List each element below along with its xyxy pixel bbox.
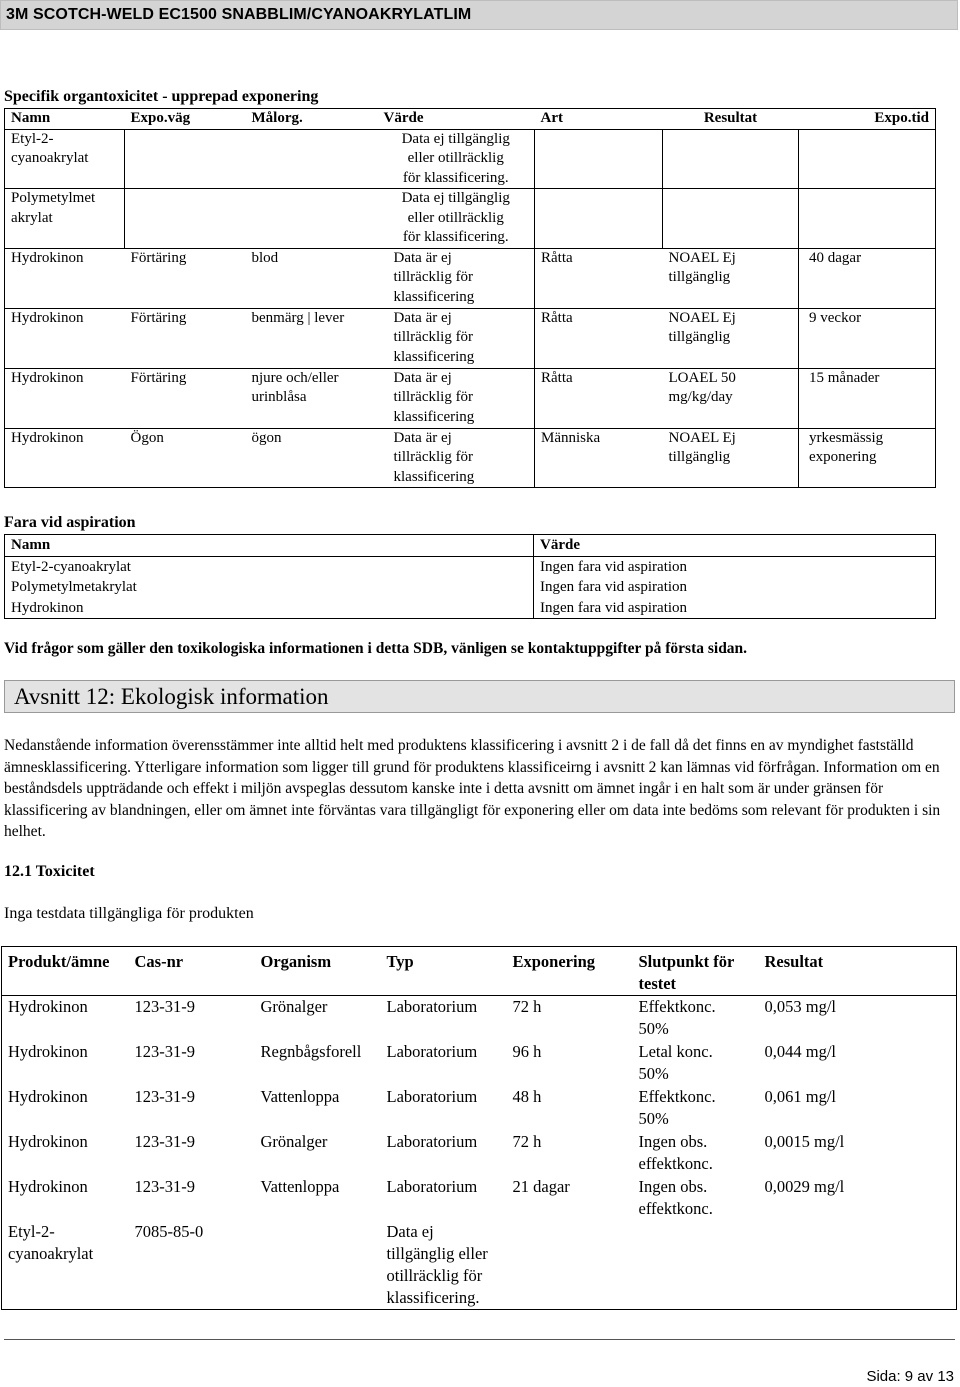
section-12-paragraph: Nedanstående information överensstämmer inte alltid helt med produktens klassificering i avsnitt 2 i de fall då det finns en av myndighet fastställd ämnesklassificering. Ytterligare information som ligger till grund för produktens klassificeirng i avsnitt 2 kan lämnas vid förfrågan. Information om en beståndsdels uppträdande och effekt i miljön avspeglas dessutom kanske inte i detta avsnitt om ämnet ingår i en halt som är under gränsen för klassificering av blandningen, eller om ämnet inte förväntas vara tillgängligt för exponering eller om data inte bedöms som relevant för produkten i sin helhet. (4, 737, 941, 840)
table-cell: Etyl-2- cyanoakrylat (5, 129, 125, 189)
column-header: Expo.väg (125, 109, 246, 130)
table-cell: Råtta (535, 308, 663, 368)
table-cell (125, 129, 246, 189)
table-cell (663, 189, 799, 249)
column-header: Värde (534, 535, 936, 557)
table-cell: Data är ej tillräcklig för klassificering (378, 308, 535, 368)
table-cell: Laboratorium (386, 997, 478, 1016)
column-header: Expo.tid (799, 109, 936, 130)
table-cell: 72 h (512, 1131, 542, 1151)
table-row (5, 308, 936, 368)
table-cell (246, 129, 378, 189)
table-cell: Laboratorium (386, 1131, 478, 1151)
table-row (5, 368, 936, 428)
ecotox-table (1, 946, 957, 1310)
table-cell: Ingen fara vid aspiration (534, 577, 936, 598)
subsection-text: Inga testdata tillgängliga för produkten (4, 905, 254, 922)
table-cell: Hydrokinon (5, 308, 125, 368)
table-cell: NOAEL Ej tillgänglig (663, 308, 799, 368)
table-row (5, 556, 936, 577)
toxicology-note: Vid frågor som gäller den toxikologiska informationen i detta SDB, vänligen se kontaktuppgifter på första sidan. (4, 640, 748, 657)
table-cell: Hydrokinon (8, 1131, 88, 1151)
column-header: Exponering (512, 952, 596, 971)
table-cell: 9 veckor (799, 308, 936, 368)
table-cell (759, 1221, 957, 1310)
table-cell: Laboratorium (386, 1176, 478, 1196)
table-header-row (2, 947, 957, 996)
table-cell: blod (246, 248, 378, 308)
table-cell: Effektkonc. 50% (638, 997, 716, 1038)
table-cell: Ingen obs. effektkonc. (638, 1176, 713, 1218)
table-cell: Data är ej tillräcklig för klassificering (378, 428, 535, 488)
table-row (2, 1131, 957, 1176)
table-cell: Hydrokinon (5, 598, 534, 619)
table-cell: 96 h (512, 1041, 542, 1061)
column-header: Cas-nr (134, 952, 184, 971)
table-cell (246, 189, 378, 249)
table-cell: 123-31-9 (134, 1041, 195, 1061)
table-row (2, 1086, 957, 1131)
column-header: Resultat (663, 109, 799, 130)
table-cell: Ingen fara vid aspiration (534, 556, 936, 577)
table-cell: NOAEL Ej tillgänglig (663, 248, 799, 308)
table-cell: Människa (535, 428, 663, 488)
table-cell: Data ej tillgänglig eller otillräcklig för klassificering. (378, 189, 535, 249)
table-row (2, 1221, 957, 1310)
table-cell: 0,044 mg/l (764, 1041, 837, 1061)
page-number: Sida: 9 av 13 (866, 1368, 954, 1385)
organ-tox-table (4, 108, 936, 488)
table-cell: njure och/eller urinblåsa (246, 368, 378, 428)
table-cell: Hydrokinon (8, 1041, 88, 1061)
table-row (5, 189, 936, 249)
column-header: Resultat (764, 952, 824, 971)
table-cell: Förtäring (125, 308, 246, 368)
table-cell: Råtta (535, 248, 663, 308)
column-header: Art (535, 109, 663, 130)
table-cell: Vattenloppa (260, 1176, 340, 1196)
table-cell: Data är ej tillräcklig för klassificering (378, 368, 535, 428)
table-cell: 0,053 mg/l (764, 997, 837, 1016)
table-row (5, 577, 936, 598)
table-cell: Vattenloppa (260, 1086, 340, 1106)
table-cell: Hydrokinon (8, 997, 88, 1016)
table-cell: 123-31-9 (134, 997, 195, 1016)
footer-divider (4, 1339, 955, 1340)
table-cell: Data ej tillgänglig eller otillräcklig för klassificering. (378, 129, 535, 189)
table-cell (799, 129, 936, 189)
column-header: Namn (5, 109, 125, 130)
document-title: 3M SCOTCH-WELD EC1500 SNABBLIM/CYANOAKRYLATLIM (6, 6, 472, 23)
table-cell (799, 189, 936, 249)
table-cell: Data är ej tillräcklig för klassificering (378, 248, 535, 308)
table-cell: 21 dagar (512, 1176, 570, 1196)
table-cell: Etyl-2- cyanoakrylat (8, 1221, 94, 1263)
column-header: Organism (260, 952, 332, 971)
column-header: Typ (386, 952, 414, 971)
table-cell: yrkesmässig exponering (799, 428, 936, 488)
table-cell: Grönalger (260, 1131, 328, 1151)
table-cell: Hydrokinon (5, 428, 125, 488)
table-cell: Polymetylmet akrylat (5, 189, 125, 249)
table-cell: 123-31-9 (134, 1131, 195, 1151)
table-cell: ögon (246, 428, 378, 488)
table-cell (125, 189, 246, 249)
table-cell: Effektkonc. 50% (638, 1086, 716, 1128)
table-row (5, 248, 936, 308)
subsection-title: 12.1 Toxicitet (4, 863, 95, 880)
table-row (2, 996, 957, 1041)
section-12-title: Avsnitt 12: Ekologisk information (14, 684, 329, 709)
table-cell: 7085-85-0 (134, 1221, 204, 1241)
table-cell: Grönalger (260, 997, 328, 1016)
table-cell: Ögon (125, 428, 246, 488)
table-cell: Laboratorium (386, 1086, 478, 1106)
table-cell: 72 h (512, 997, 542, 1016)
organ-tox-title: Specifik organtoxicitet - upprepad exponering (4, 88, 319, 105)
table-cell: Ingen fara vid aspiration (534, 598, 936, 619)
table-cell: 123-31-9 (134, 1086, 195, 1106)
table-cell: Hydrokinon (8, 1086, 88, 1106)
table-cell: Regnbågsforell (260, 1041, 362, 1061)
section-12-header (4, 680, 955, 713)
aspiration-title: Fara vid aspiration (4, 514, 136, 531)
table-cell: Förtäring (125, 368, 246, 428)
table-cell (633, 1221, 759, 1310)
table-cell (535, 129, 663, 189)
table-cell (507, 1221, 633, 1310)
table-cell: Letal konc. 50% (638, 1041, 713, 1083)
table-cell: 40 dagar (799, 248, 936, 308)
column-header: Produkt/ämne (8, 952, 110, 971)
table-row (2, 1041, 957, 1086)
table-cell: Hydrokinon (8, 1176, 88, 1196)
table-cell: Hydrokinon (5, 368, 125, 428)
table-cell: Ingen obs. effektkonc. (638, 1131, 713, 1173)
document-header (0, 0, 958, 30)
table-cell: Etyl-2-cyanoakrylat (5, 556, 534, 577)
table-cell (255, 1221, 381, 1310)
table-cell: Råtta (535, 368, 663, 428)
table-cell: Data ej tillgänglig eller otillräcklig för klassificering. (386, 1221, 488, 1307)
table-header-row (5, 535, 936, 557)
table-row (2, 1176, 957, 1221)
table-cell: Förtäring (125, 248, 246, 308)
column-header: Värde (378, 109, 535, 130)
table-cell: 48 h (512, 1086, 542, 1106)
table-row (5, 598, 936, 619)
table-row (5, 129, 936, 189)
table-cell: 0,0029 mg/l (764, 1176, 845, 1196)
table-cell: LOAEL 50 mg/kg/day (663, 368, 799, 428)
table-cell: Hydrokinon (5, 248, 125, 308)
table-cell: 15 månader (799, 368, 936, 428)
table-cell (663, 129, 799, 189)
table-cell: Laboratorium (386, 1041, 478, 1061)
table-cell: 123-31-9 (134, 1176, 195, 1196)
table-header-row (5, 109, 936, 130)
aspiration-table (4, 534, 936, 619)
table-row (5, 428, 936, 488)
table-cell: 0,061 mg/l (764, 1086, 837, 1106)
column-header: Namn (5, 535, 534, 557)
table-cell: NOAEL Ej tillgänglig (663, 428, 799, 488)
table-cell: 0,0015 mg/l (764, 1131, 845, 1151)
table-cell: Polymetylmetakrylat (5, 577, 534, 598)
table-cell: benmärg | lever (246, 308, 378, 368)
column-header: Slutpunkt för testet (638, 952, 735, 993)
column-header: Målorg. (246, 109, 378, 130)
table-cell (535, 189, 663, 249)
